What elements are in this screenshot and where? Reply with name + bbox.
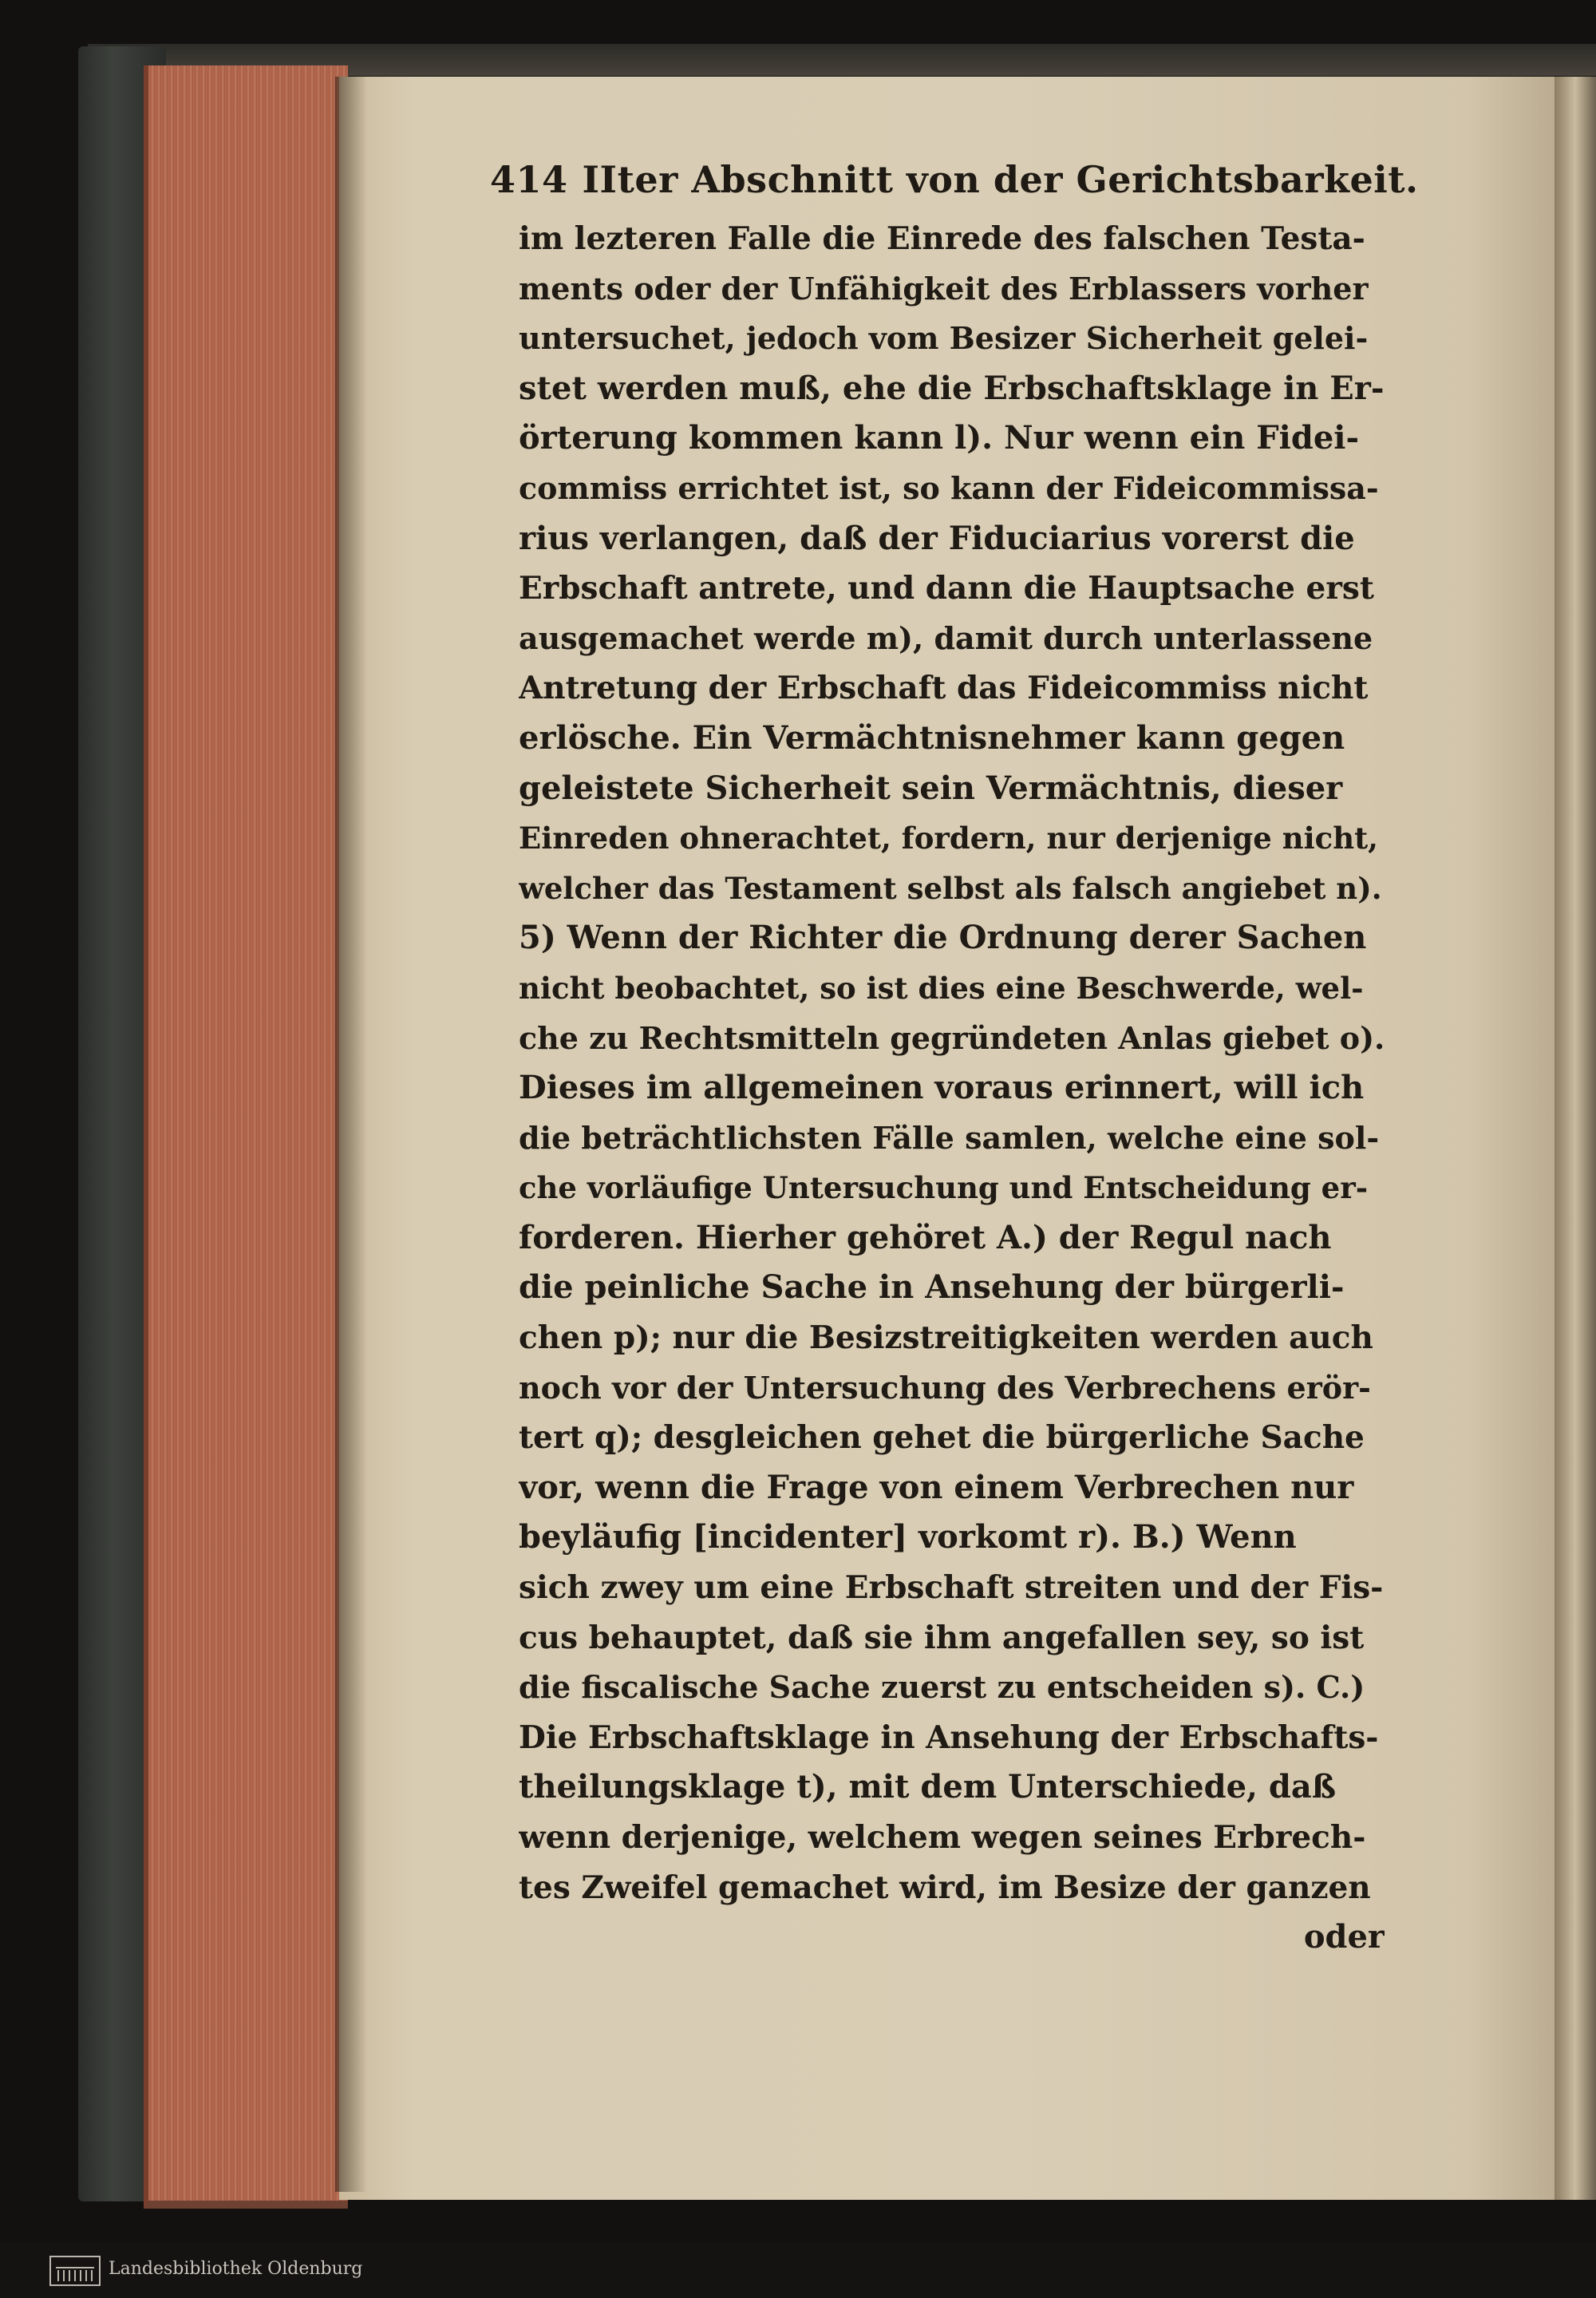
text-line: die beträchtlichsten Fälle samlen, welche eine sol- bbox=[519, 1119, 1380, 1156]
text-line: 5) Wenn der Richter die Ordnung derer Sachen bbox=[519, 919, 1367, 957]
text-line: theilungsklage t), mit dem Unterschiede, daß bbox=[519, 1768, 1337, 1806]
text-line: cus behauptet, daß sie ihm angefallen sey, so ist bbox=[519, 1619, 1365, 1656]
page-edges bbox=[144, 65, 348, 2209]
text-line: Einreden ohnerachtet, fordern, nur derjenige nicht, bbox=[519, 821, 1379, 856]
text-line: tes Zweifel gemachet wird, im Besize der ganzen bbox=[519, 1869, 1371, 1906]
text-line: die peinliche Sache in Ansehung der bürgerli- bbox=[519, 1268, 1345, 1307]
text-line: rius verlangen, daß der Fiduciarius vorerst die bbox=[519, 519, 1355, 557]
catchword: oder bbox=[1303, 1918, 1385, 1956]
text-line: wenn derjenige, welchem wegen seines Erbrech- bbox=[519, 1819, 1366, 1856]
text-line: ausgemachet werde m), damit durch unterlassene bbox=[519, 619, 1373, 656]
page-shadow bbox=[335, 77, 367, 2192]
library-building-icon bbox=[49, 2256, 101, 2286]
text-line: chen p); nur die Besizstreitigkeiten werden auch bbox=[519, 1319, 1373, 1357]
text-line: forderen. Hierher gehöret A.) der Regul nach bbox=[519, 1218, 1332, 1256]
text-line: Erbschaft antrete, und dann die Hauptsache erst bbox=[519, 570, 1374, 607]
text-line: erlösche. Ein Vermächtnisnehmer kann gegen bbox=[519, 718, 1345, 757]
text-line: die fiscalische Sache zuerst zu entscheiden s). C.) bbox=[519, 1669, 1365, 1706]
page-gutter bbox=[1555, 77, 1596, 2200]
text-line: beyläufig [incidenter] vorkomt r). B.) Wenn bbox=[519, 1518, 1297, 1556]
text-line: Dieses im allgemeinen voraus erinnert, will ich bbox=[519, 1069, 1365, 1107]
text-line: welcher das Testament selbst als falsch angiebet n). bbox=[519, 870, 1382, 906]
text-line: commiss errichtet ist, so kann der Fideicommissa- bbox=[519, 469, 1379, 506]
text-line: noch vor der Untersuchung des Verbrechens erör- bbox=[519, 1369, 1371, 1406]
footer-bar bbox=[0, 2241, 1596, 2298]
text-line: tert q); desgleichen gehet die bürgerliche Sache bbox=[519, 1419, 1365, 1457]
page-text-block bbox=[490, 152, 1419, 1963]
text-line: nicht beobachtet, so ist dies eine Beschwerde, wel- bbox=[519, 970, 1364, 1006]
text-line: sich zwey um eine Erbschaft streiten und der Fis- bbox=[519, 1569, 1384, 1607]
running-header bbox=[490, 152, 1419, 208]
text-line: che vorläufige Untersuchung und Entscheidung er- bbox=[519, 1170, 1369, 1206]
text-line: untersuchet, jedoch vom Besizer Sicherheit gelei- bbox=[519, 320, 1369, 357]
text-line: geleistete Sicherheit sein Vermächtnis, dieser bbox=[519, 769, 1343, 807]
text-line: Die Erbschaftsklage in Ansehung der Erbschafts- bbox=[519, 1719, 1379, 1756]
text-line: im lezteren Falle die Einrede des falschen Testa- bbox=[519, 220, 1365, 257]
text-line: vor, wenn die Frage von einem Verbrechen nur bbox=[519, 1468, 1354, 1506]
text-line: ments oder der Unfähigkeit des Erblassers vorher bbox=[519, 270, 1369, 307]
text-line: Antretung der Erbschaft das Fideicommiss nicht bbox=[519, 670, 1369, 707]
text-line: stet werden muß, ehe die Erbschaftsklage in Er- bbox=[519, 369, 1385, 407]
running-head-title: IIter Abschnitt von der Gerichtsbarkeit. bbox=[582, 158, 1419, 201]
library-name: Landesbibliothek Oldenburg bbox=[109, 2259, 363, 2279]
text-line: örterung kommen kann l). Nur wenn ein Fidei- bbox=[519, 419, 1360, 457]
text-line: che zu Rechtsmitteln gegründeten Anlas giebet o). bbox=[519, 1019, 1385, 1056]
page-number: 414 bbox=[490, 158, 568, 201]
